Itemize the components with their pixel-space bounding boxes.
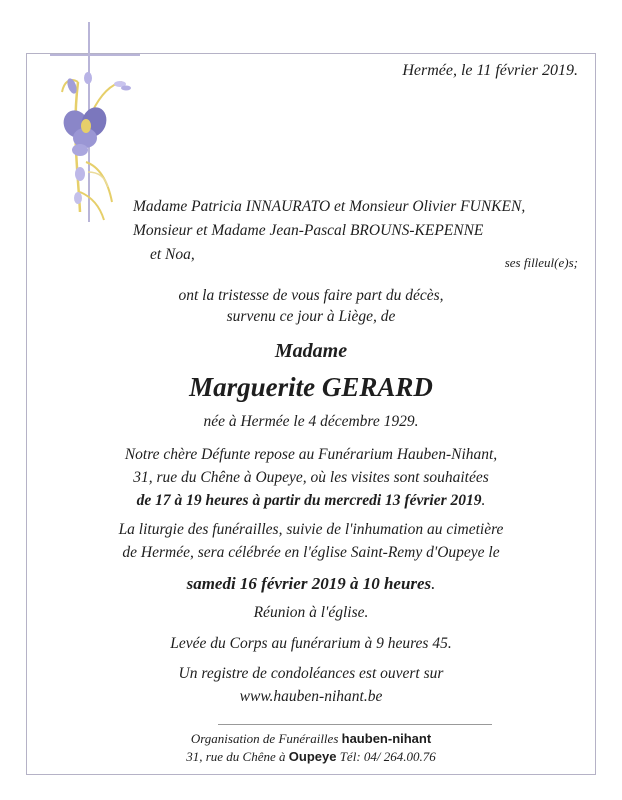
cross-flower-icon (50, 22, 140, 222)
funeral-datetime-end: . (431, 574, 436, 593)
condolences-line: Un registre de condoléances est ouvert sur (178, 665, 444, 682)
funeral-datetime: samedi 16 février 2019 à 10 heures (186, 574, 432, 593)
footer-divider (218, 724, 492, 725)
funeral-meeting: Réunion à l'église. (253, 604, 369, 621)
footer-address-prefix: 31, rue du Chêne à (186, 749, 286, 764)
footer-org-prefix: Organisation de Funérailles (190, 731, 339, 746)
deceased-name: Marguerite GERARD (189, 372, 433, 402)
visitation-line-2: 31, rue du Chêne à Oupeye, où les visites sont souhaitées (133, 469, 489, 486)
announcer-relation: ses filleul(e)s; (504, 255, 578, 270)
condolences-website[interactable]: www.hauben-nihant.be (239, 688, 383, 705)
visitation-hours-line (0, 492, 622, 510)
footer-address-city: Oupeye (288, 749, 337, 764)
announcer-line-1: Madame Patricia INNAURATO et Monsieur Olivier FUNKEN, (133, 198, 526, 215)
announcer-line-3: et Noa, (150, 246, 195, 263)
footer-address (0, 749, 622, 765)
announcer-line-2: Monsieur et Madame Jean-Pascal BROUNS-KEPENNE (133, 222, 484, 239)
footer-phone: Tél: 04/ 264.00.76 (339, 749, 436, 764)
intro-line-2: survenu ce jour à Liège, de (226, 308, 396, 325)
intro-line-1: ont la tristesse de vous faire part du décès, (178, 287, 444, 304)
funeral-line-1: La liturgie des funérailles, suivie de l'inhumation au cimetière (118, 521, 504, 538)
funeral-line-2: de Hermée, sera célébrée en l'église Saint-Remy d'Oupeye le (122, 544, 500, 561)
visitation-hours-end: . (481, 492, 486, 509)
visitation-line-1: Notre chère Défunte repose au Funérarium Hauben-Nihant, (124, 446, 498, 463)
funeral-datetime-line (0, 574, 622, 594)
deceased-birth: née à Hermée le 4 décembre 1929. (203, 413, 419, 430)
funeral-departure: Levée du Corps au funérarium à 9 heures 45. (170, 635, 452, 652)
footer-organisation (0, 731, 622, 747)
footer-org-brand: hauben-nihant (341, 731, 432, 746)
visitation-hours: de 17 à 19 heures à partir du mercredi 13 février 2019 (136, 492, 482, 509)
notice-date: Hermée, le 11 février 2019. (402, 62, 578, 79)
deceased-title: Madame (274, 340, 348, 362)
